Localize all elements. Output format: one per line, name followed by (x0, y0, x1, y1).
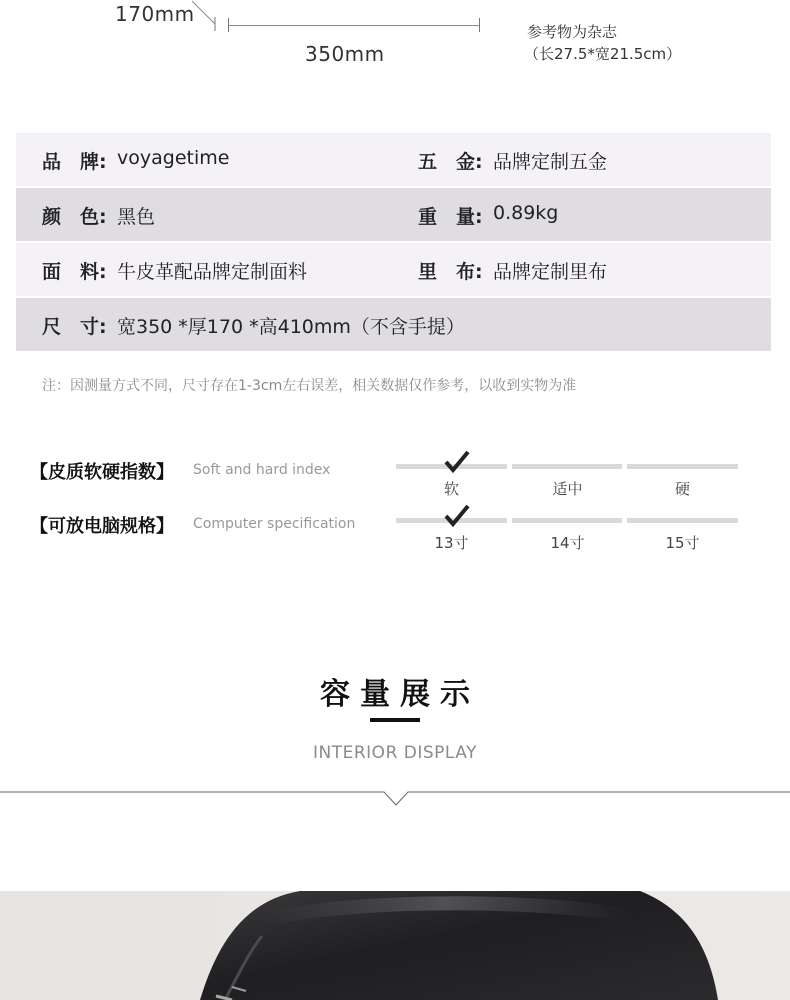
laptop-size-index (0, 512, 790, 562)
dimension-annotations (0, 0, 790, 110)
laptop-index-title: 【可放电脑规格】 (30, 516, 174, 537)
softness-index-title: 【皮质软硬指数】 (30, 462, 174, 483)
weight-label: 重 量: (418, 206, 483, 228)
scale-option-label: 14寸 (550, 534, 585, 552)
scale-option-label: 软 (443, 480, 459, 498)
brand-label: 品 牌: (42, 151, 107, 173)
color-label: 颜 色: (42, 206, 107, 228)
section-title: 容量展示 (320, 677, 480, 712)
softness-index (0, 458, 790, 508)
section-title-underline (370, 718, 420, 722)
scale-segment (627, 518, 738, 523)
reference-object-note: 参考物为杂志 (527, 23, 618, 41)
size-value: 宽350 *厚170 *高410mm（不含手提） (117, 316, 465, 338)
scale-option-label: 15寸 (665, 534, 700, 552)
spec-row (16, 188, 771, 241)
brand-value: voyagetime (117, 147, 230, 169)
scale-option-label: 13寸 (434, 534, 469, 552)
width-dimension-label: 350mm (305, 42, 385, 66)
spec-table (16, 133, 771, 351)
lining-value: 品牌定制里布 (493, 261, 608, 283)
material-value: 牛皮革配品牌定制面料 (117, 261, 308, 283)
product-photo (0, 891, 790, 1000)
hardware-value: 品牌定制五金 (493, 151, 608, 173)
reference-object-size: （长27.5*宽21.5cm） (524, 45, 682, 63)
check-mark-icon (444, 450, 470, 474)
scale-segment (512, 518, 622, 523)
weight-value: 0.89kg (493, 202, 559, 224)
spec-row (16, 243, 771, 296)
width-dimension-tick-right (479, 18, 480, 32)
color-value: 黑色 (117, 206, 156, 228)
width-dimension-line (228, 25, 479, 26)
scale-option-label: 硬 (674, 480, 690, 498)
scale-segment (627, 464, 738, 469)
scale-segment (512, 464, 622, 469)
spec-row (16, 298, 771, 351)
hardware-label: 五 金: (418, 151, 483, 173)
spec-row (16, 133, 771, 186)
depth-dimension-line (190, 0, 230, 32)
lining-label: 里 布: (418, 261, 483, 283)
material-label: 面 料: (42, 261, 107, 283)
softness-index-subtitle: Soft and hard index (193, 462, 331, 478)
section-divider (0, 787, 790, 811)
chevron-down-icon (0, 792, 790, 805)
scale-option-label: 适中 (552, 480, 583, 498)
leather-bag-image (0, 891, 790, 1000)
laptop-index-subtitle: Computer specification (193, 516, 356, 532)
section-subtitle: INTERIOR DISPLAY (313, 743, 477, 763)
measurement-note: 注：因测量方式不同，尺寸存在1-3cm左右误差，相关数据仅作参考，以收到实物为准 (42, 378, 577, 394)
check-mark-icon (444, 504, 470, 528)
size-label: 尺 寸: (42, 316, 107, 338)
depth-dimension-label: 170mm (115, 2, 195, 26)
